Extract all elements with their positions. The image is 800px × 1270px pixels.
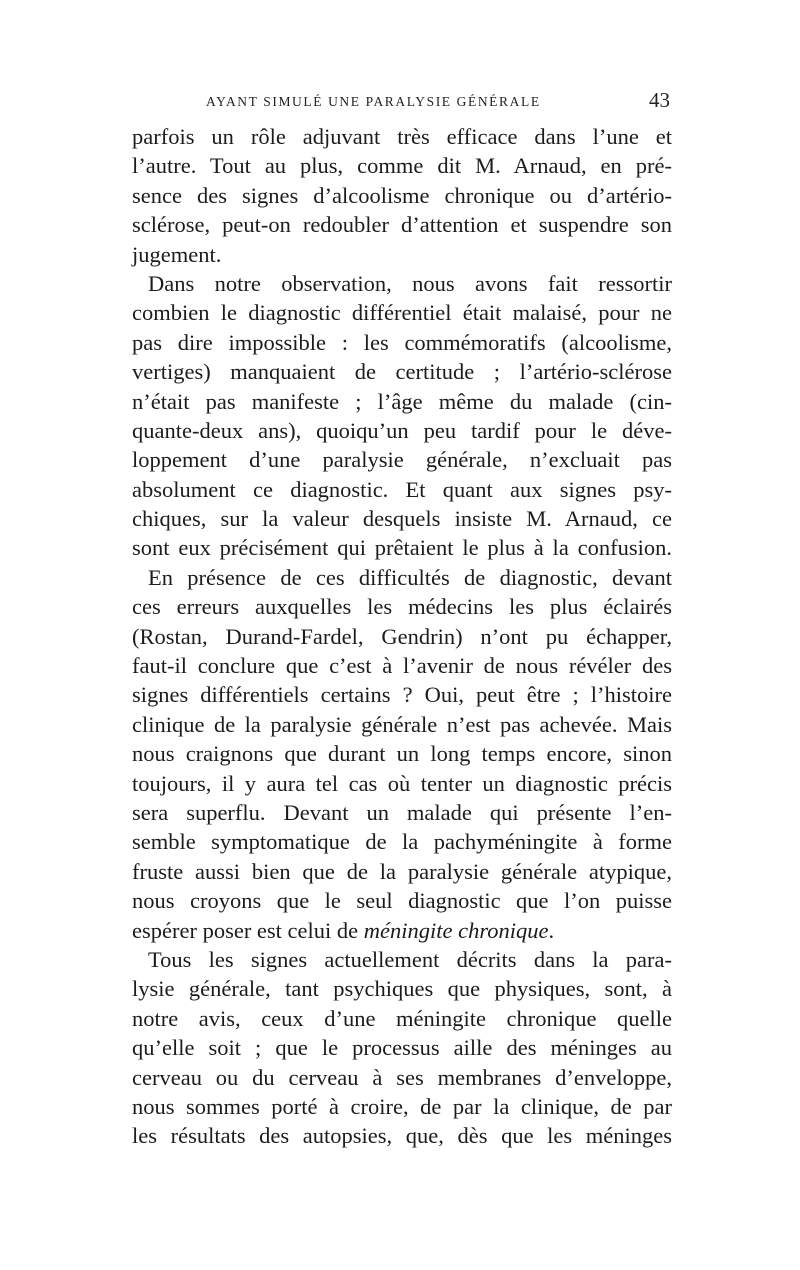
text-fragment: . (548, 917, 555, 943)
text-line: Dans notre observation, nous avons fait ressortir (148, 270, 672, 296)
text-line: combien le diagnostic différentiel était malaisé, pour ne (132, 300, 672, 326)
text-line: les résultats des autopsies, que, dès que les méninges (132, 1123, 672, 1149)
running-title: AYANT SIMULÉ UNE PARALYSIE GÉNÉRALE (206, 94, 541, 109)
text-line: pas dire impossible : les commémoratifs (alcoolisme, (132, 329, 672, 355)
text-line: lysie générale, tant psychiques que physiques, sont, à (132, 976, 672, 1002)
text-line: sclérose, peut-on redoubler d’attention et suspendre son (132, 212, 672, 238)
text-line: nous craignons que durant un long temps encore, sinon (132, 741, 672, 767)
text-line: sera superflu. Devant un malade qui présente l’en- (132, 799, 672, 825)
paragraph-2 (132, 269, 672, 563)
paragraph-4 (132, 945, 672, 1151)
text-line: loppement d’une paralysie générale, n’excluait pas (132, 447, 672, 473)
text-line: nous sommes porté à croire, de par la clinique, de par (132, 1093, 672, 1119)
text-fragment: espérer poser est celui de (132, 917, 364, 943)
paragraph-3 (132, 563, 672, 945)
text-line: ces erreurs auxquelles les médecins les plus éclairés (132, 594, 672, 620)
text-line: jugement. (132, 241, 222, 267)
paragraph-1 (132, 122, 672, 269)
text-line (132, 916, 672, 945)
text-line: Tous les signes actuellement décrits dans la para- (148, 946, 672, 972)
text-line: signes différentiels certains ? Oui, peut être ; l’histoire (132, 682, 672, 708)
text-line: absolument ce diagnostic. Et quant aux signes psy- (132, 476, 672, 502)
text-line: n’était pas manifeste ; l’âge même du malade (cin- (132, 388, 672, 414)
text-line: notre avis, ceux d’une méningite chronique quelle (132, 1005, 672, 1031)
text-line: faut-il conclure que c’est à l’avenir de nous révéler des (132, 653, 672, 679)
text-line: sence des signes d’alcoolisme chronique ou d’artério- (132, 182, 672, 208)
page-number: 43 (649, 88, 670, 112)
text-line: quante-deux ans), quoiqu’un peu tardif pour le déve- (132, 417, 672, 443)
book-page (132, 88, 672, 1151)
text-line: parfois un rôle adjuvant très efficace dans l’une et (132, 124, 672, 149)
running-header (132, 88, 672, 118)
text-line: vertiges) manquaient de certitude ; l’artério-sclérose (132, 359, 672, 385)
text-line: (Rostan, Durand-Fardel, Gendrin) n’ont pu échapper, (132, 623, 672, 649)
text-line: cerveau ou du cerveau à ses membranes d’enveloppe, (132, 1064, 672, 1090)
text-line: clinique de la paralysie générale n’est pas achevée. Mais (132, 711, 672, 737)
text-line: l’autre. Tout au plus, comme dit M. Arnaud, en pré- (132, 153, 672, 179)
text-line: toujours, il y aura tel cas où tenter un diagnostic précis (132, 770, 672, 796)
text-line: fruste aussi bien que de la paralysie générale atypique, (132, 858, 672, 884)
text-line: chiques, sur la valeur desquels insiste M. Arnaud, ce (132, 506, 672, 532)
text-line: semble symptomatique de la pachyméningite à forme (132, 829, 672, 855)
text-line: En présence de ces difficultés de diagnostic, devant (148, 564, 672, 590)
text-line: sont eux précisément qui prêtaient le plus à la confusion. (132, 535, 672, 561)
italic-term: méningite chronique (363, 917, 549, 943)
text-line: qu’elle soit ; que le processus aille des méninges au (132, 1035, 672, 1061)
text-line: nous croyons que le seul diagnostic que l’on puisse (132, 888, 672, 914)
